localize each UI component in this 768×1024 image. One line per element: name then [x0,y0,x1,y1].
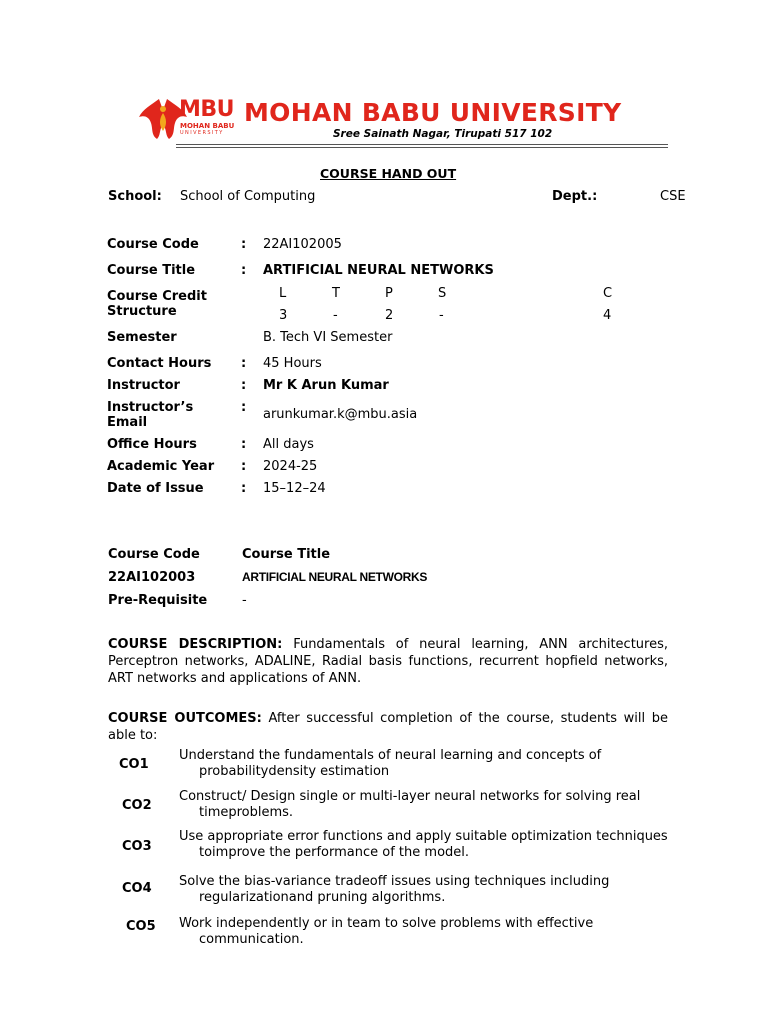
co3-text [179,829,679,860]
outcomes-intro-text: After successful completion of the course, students will be able to: [108,711,669,743]
dept-value: CSE [660,189,686,204]
colon: : [241,263,247,278]
office-hours-value: All days [263,437,314,452]
colon: : [241,378,247,393]
course-description [108,636,668,687]
credit-label-line2: Structure [107,304,177,319]
school-value: School of Computing [180,189,316,204]
co2-text [179,789,679,820]
colon: : [241,400,247,415]
credit-header-p: P [385,286,393,301]
university-address: Sree Sainath Nagar, Tirupati 517 102 [333,128,553,140]
co5-text [179,916,679,947]
co3-line1: Use appropriate error functions and apply suitable optimization techniques [179,829,668,844]
university-logo [137,95,239,140]
semester-label: Semester [107,330,177,345]
credit-header-l: L [279,286,287,301]
contact-hours-value: 45 Hours [263,356,322,371]
logo-subtext: MOHAN BABU [180,122,235,130]
prereq-code: 22AI102003 [108,570,196,585]
co2-line1: Construct/ Design single or multi-layer neural networks for solving real [179,789,641,804]
instructor-value: Mr K Arun Kumar [263,378,389,393]
colon: : [241,481,247,496]
semester-value: B. Tech VI Semester [263,330,393,345]
co3-line2: toimprove the performance of the model. [199,844,470,860]
document-heading: COURSE HAND OUT [320,166,457,181]
email-value[interactable]: arunkumar.k@mbu.asia [263,407,418,422]
header-rule [176,144,668,145]
university-name: MOHAN BABU UNIVERSITY [244,98,622,127]
email-label-line2: Email [107,415,148,430]
credit-header-s: S [438,286,447,301]
description-text: Fundamentals of neural learning, ANN architectures, Perceptron networks, ADALINE, Radial basis functions, recurrent hopfield networks, ART networks and applications of ANN. [108,637,668,686]
co5-line2: communication. [199,931,304,947]
colon: : [241,437,247,452]
logo-subtext-2: UNIVERSITY [180,130,224,136]
prereq-title: ARTIFICIAL NEURAL NETWORKS [242,570,428,584]
credit-structure-label [107,289,207,319]
co4-line2: regularizationand pruning algorithms. [199,889,446,905]
description-label: COURSE DESCRIPTION: [108,637,283,652]
co5-id: CO5 [126,919,156,934]
co3-id: CO3 [122,839,152,854]
academic-year-value: 2024-25 [263,459,318,474]
co1-text [179,748,679,779]
colon: : [241,459,247,474]
course-title-value: ARTIFICIAL NEURAL NETWORKS [263,263,494,278]
credit-value-c: 4 [603,308,612,323]
issue-date-label: Date of Issue [107,481,204,496]
course-outcomes-intro [108,710,668,744]
co2-id: CO2 [122,798,152,813]
office-hours-label: Office Hours [107,437,197,452]
co1-line1: Understand the fundamentals of neural learning and concepts of [179,748,602,763]
credit-label-line1: Course Credit [107,289,207,304]
co4-text [179,874,679,905]
instructor-label: Instructor [107,378,180,393]
prereq-label: Pre-Requisite [108,593,208,608]
credit-value-p: 2 [385,308,394,323]
credit-value-s: - [439,308,444,323]
co1-id: CO1 [119,757,149,772]
course-code-label: Course Code [107,237,199,252]
course-code-value: 22AI102005 [263,237,342,252]
dept-label: Dept.: [552,189,598,204]
email-label-line1: Instructor’s [107,400,194,415]
logo-text: MBU [179,97,235,122]
colon: : [241,237,247,252]
co4-id: CO4 [122,881,152,896]
issue-date-value: 15–12–24 [263,481,326,496]
academic-year-label: Academic Year [107,459,215,474]
co2-line2: timeproblems. [199,804,294,820]
school-label: School: [108,189,162,204]
course-title-label: Course Title [107,263,196,278]
prereq-title-header: Course Title [242,547,331,562]
credit-header-t: T [332,286,340,301]
credit-value-l: 3 [279,308,288,323]
outcomes-label: COURSE OUTCOMES: [108,711,262,726]
colon: : [241,356,247,371]
co5-line1: Work independently or in team to solve problems with effective [179,916,594,931]
co4-line1: Solve the bias-variance tradeoff issues using techniques including [179,874,610,889]
header-rule-thin [176,147,668,148]
co1-line2: probabilitydensity estimation [199,763,390,779]
prereq-code-header: Course Code [108,547,200,562]
email-label [107,400,193,430]
contact-hours-label: Contact Hours [107,356,212,371]
credit-header-c: C [603,286,613,301]
credit-value-t: - [333,308,338,323]
prereq-value: - [242,593,247,608]
